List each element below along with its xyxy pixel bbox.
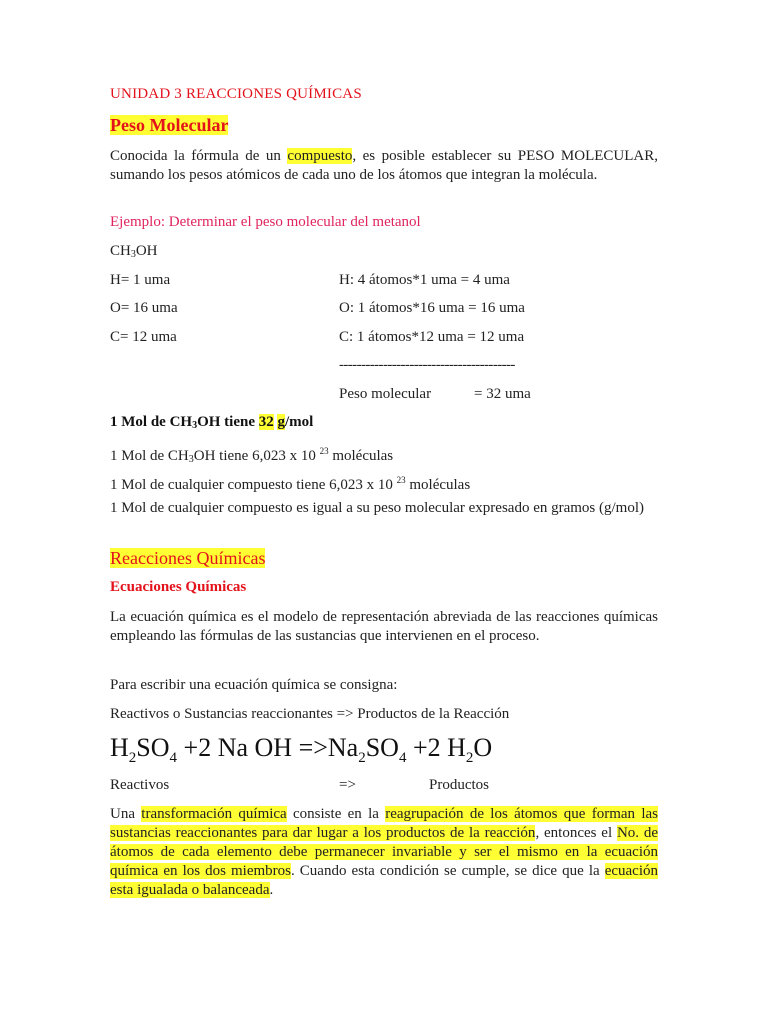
calc-o: O: 1 átomos*16 uma = 16 uma	[339, 300, 525, 316]
eq-part: SO	[365, 733, 399, 762]
peso-molecular-paragraph	[110, 147, 658, 185]
mol-text: moléculas	[405, 477, 471, 493]
sum-divider: ----------------------------------------	[339, 357, 515, 373]
exponent: 23	[396, 475, 406, 485]
ecuacion-instruction: Para escribir una ecuación química se consigna:	[110, 677, 398, 693]
atomic-weight-c: C= 12 uma	[110, 329, 177, 345]
eq-subscript: 4	[169, 750, 178, 766]
example-line: Ejemplo: Determinar el peso molecular del metanol	[110, 214, 421, 230]
unit-title: UNIDAD 3 REACCIONES QUÍMICAS	[110, 86, 362, 102]
formula-subscript: 3	[130, 249, 136, 260]
highlighted-number: 32	[258, 414, 274, 430]
ecuacion-definition: La ecuación química es el modelo de representación abreviada de las reacciones químicas empleando las fórmulas de las sustancias que intervienen en el proceso.	[110, 609, 658, 644]
para-text: Una	[110, 806, 142, 822]
para-text: . Cuando esta condición se cumple, se dice que la	[291, 863, 605, 879]
mol-text: /mol	[284, 414, 314, 430]
mol-text: OH tiene 6,023 x 10	[193, 448, 320, 464]
highlighted-word: compuesto	[287, 148, 353, 164]
highlighted-phrase: reagrupación de los átomos que forman las sustancias reaccionantes para dar lugar a los productos de la reacción	[110, 806, 658, 841]
total-value: = 32 uma	[474, 386, 531, 402]
mol-line-4: 1 Mol de cualquier compuesto es igual a su peso molecular expresado en gramos (g/mol)	[110, 500, 645, 516]
eq-subscript: 4	[398, 750, 407, 766]
highlighted-unit: g	[277, 414, 285, 430]
formula-part: OH	[135, 243, 158, 259]
methanol-formula	[110, 241, 158, 265]
mol-text: 1 Mol de CH	[110, 414, 193, 430]
formula-subscript: 3	[188, 454, 194, 465]
peso-molecular-heading-text: Peso Molecular	[110, 115, 229, 135]
label-arrow: =>	[339, 777, 356, 793]
chemical-equation	[110, 733, 492, 773]
eq-part: +2 Na OH =>Na	[177, 733, 359, 762]
label-reactivos: Reactivos	[110, 777, 170, 793]
para-text: Conocida la fórmula de un	[110, 148, 288, 164]
eq-part: O	[473, 733, 493, 762]
total-label: Peso molecular	[339, 386, 432, 402]
para-text: , entonces el	[535, 825, 617, 841]
transformacion-paragraph	[110, 805, 658, 900]
eq-subscript: 2	[465, 750, 474, 766]
calc-c: C: 1 átomos*12 uma = 12 uma	[339, 329, 525, 345]
mol-line-3	[110, 470, 470, 495]
label-productos: Productos	[429, 777, 489, 793]
mol-line-2	[110, 441, 393, 470]
atomic-weight-h: H= 1 uma	[110, 272, 171, 288]
mol-text: 1 Mol de CH	[110, 448, 189, 464]
highlighted-phrase: transformación química	[141, 806, 287, 822]
mol-text: OH tiene	[197, 414, 259, 430]
para-text: consiste en la	[286, 806, 386, 822]
para-text: , es posible establecer su PESO MOLECULAR, sumando los pesos atómicos de cada uno de los átomos que integran la molécula.	[110, 148, 658, 183]
reacciones-heading-text: Reacciones Químicas	[110, 548, 266, 568]
ecuaciones-subheading: Ecuaciones Químicas	[110, 579, 247, 595]
highlighted-phrase: ecuación esta igualada o balanceada	[110, 863, 658, 898]
eq-part: +2 H	[406, 733, 466, 762]
eq-part: H	[110, 733, 129, 762]
formula-subscript: 3	[192, 420, 198, 431]
reacciones-heading	[110, 548, 265, 569]
mol-text: 1 Mol de cualquier compuesto tiene 6,023 x 10	[110, 477, 397, 493]
formula-part: CH	[110, 243, 131, 259]
mol-line-1	[110, 412, 313, 436]
highlighted-phrase: No. de átomos de cada elemento debe permanecer invariable y ser el mismo en la ecuación química en los dos miembros	[110, 825, 658, 879]
reaction-scheme: Reactivos o Sustancias reaccionantes => Productos de la Reacción	[110, 706, 510, 722]
eq-subscript: 2	[358, 750, 366, 766]
exponent: 23	[319, 446, 329, 456]
calc-h: H: 4 átomos*1 uma = 4 uma	[339, 272, 510, 288]
peso-molecular-heading	[110, 115, 228, 136]
eq-part: SO	[136, 733, 170, 762]
mol-text: moléculas	[328, 448, 394, 464]
eq-subscript: 2	[128, 750, 137, 766]
atomic-weight-o: O= 16 uma	[110, 300, 178, 316]
para-text: .	[269, 882, 274, 898]
